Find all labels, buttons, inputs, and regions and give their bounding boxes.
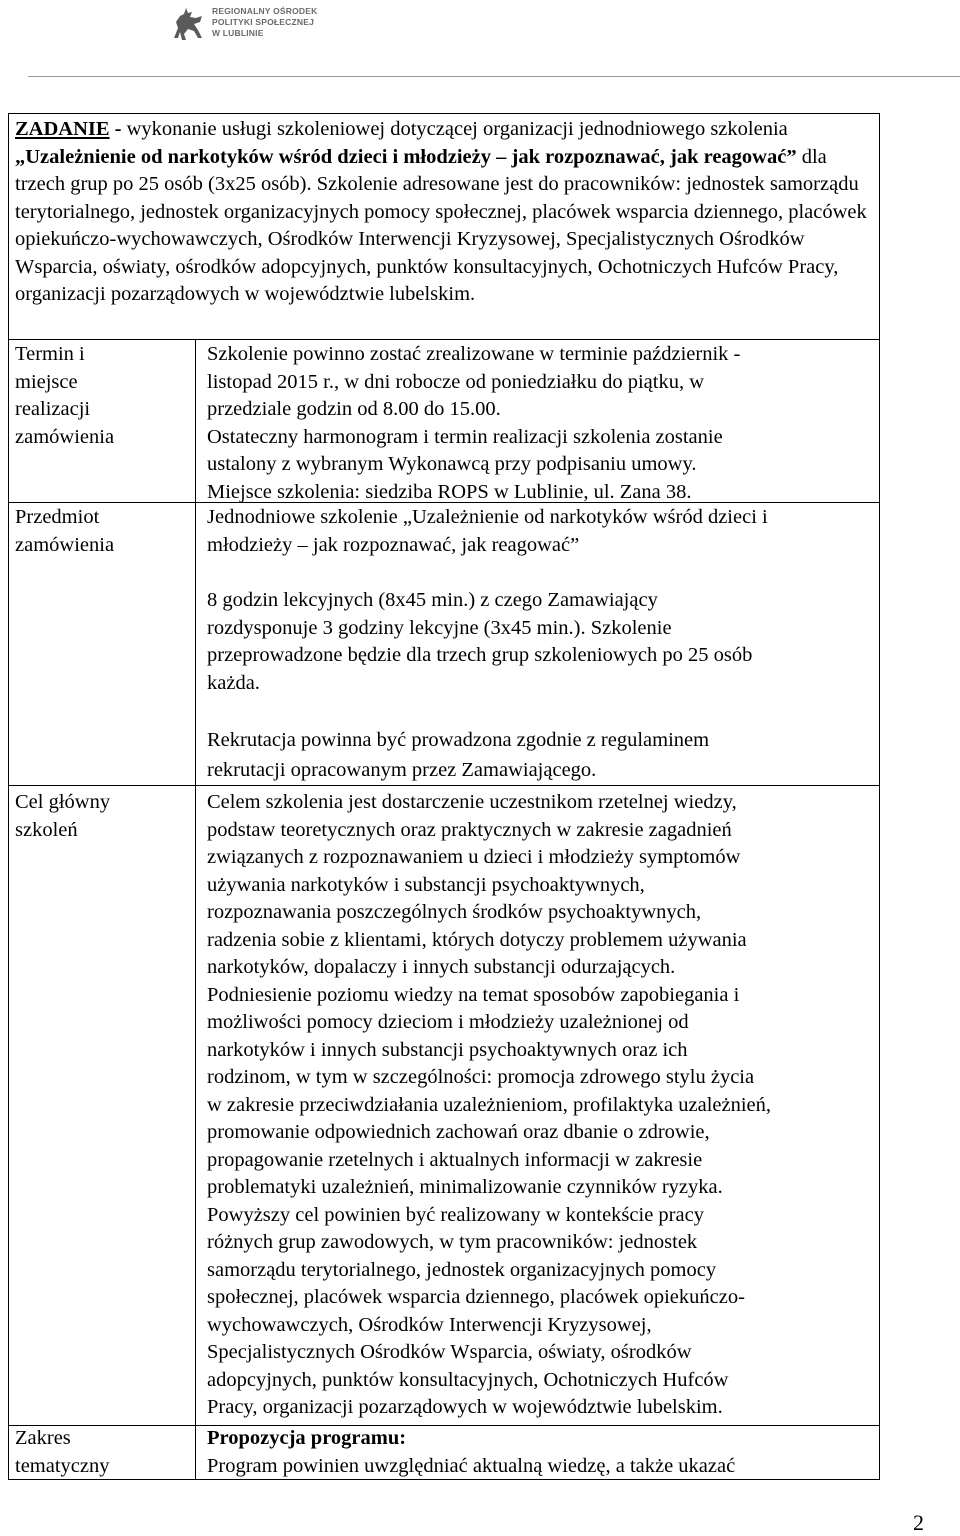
cel-line: rozpoznawania poszczególnych środków psychoaktywnych,	[207, 901, 702, 923]
cel-line: adopcyjnych, punktów konsultacyjnych, Ochotniczych Hufców	[207, 1368, 729, 1391]
cel-line: w zakresie przeciwdziałania uzależnieniom, profilaktyka uzależnień,	[207, 1093, 772, 1116]
cel-line: podstaw teoretycznych oraz praktycznych w zakresie zagadnień	[207, 818, 732, 841]
cel-line: Pracy, organizacji pozarządowych w województwie lubelskim.	[207, 1396, 723, 1418]
program-text: Program powinien uwzględniać aktualną wiedzę, a także ukazać	[207, 1454, 736, 1477]
cel-line: promowanie odpowiednich zachowań oraz dbanie o zdrowie,	[207, 1121, 710, 1143]
cel-line: używania narkotyków i substancji psychoaktywnych,	[207, 873, 645, 896]
cel-line: Powyższy cel powinien być realizowany w kontekście pracy	[207, 1203, 704, 1226]
cel-label: Cel główny szkoleń	[15, 791, 111, 841]
rops-logo-icon	[166, 4, 210, 48]
cel-line: radzenia sobie z klientami, których dotyczy problemem używania	[207, 928, 747, 951]
row-divider	[8, 785, 880, 786]
row-divider	[8, 339, 880, 340]
przedmiot-recruitment: Rekrutacja powinna być prowadzona zgodnie z regulaminem rekrutacji opracowanym przez Zamawiającego.	[207, 729, 710, 781]
cel-line: Podniesienie poziomu wiedzy na temat sposobów zapobiegania i	[207, 983, 740, 1006]
cel-text	[207, 789, 875, 1422]
task-description: ZADANIE - wykonanie usługi szkoleniowej dotyczącej organizacji jednodniowego szkolenia „Uzależnienie od narkotyków wśród dzieci i młodzieży – jak rozpoznawać, jak reagować” dla trzech grup po 25 osób (3x25 osób). Szkolenie adresowane jest do pracowników: jednostek samorządu terytorialnego, jednostek organizacyjnych pomocy społecznej, placówek wsparcia dziennego, placówek opiekuńczo-wychowawczych, Ośrodków Interwencji Kryzysowej, Specjalistycznych Ośrodków Wsparcia, oświaty, ośrodków adopcyjnych, punktów konsultacyjnych, Ochotniczych Hufców Pracy, organizacji pozarządowych w województwie lubelskim.	[15, 118, 867, 305]
cel-line: społecznej, placówek wsparcia dziennego, placówek opiekuńczo-	[207, 1286, 745, 1308]
column-divider	[195, 339, 196, 1479]
page-number: 2	[913, 1510, 924, 1535]
cel-line: narkotyków, dopalaczy i innych substancji odurzających.	[207, 956, 676, 978]
task-details: dla trzech grup po 25 osób (3x25 osób). Szkolenie adresowane jest do pracowników: jednostek samorządu terytorialnego, jednostek organizacyjnych pomocy społecznej, placówek wsparcia dziennego, placówek opiekuńczo-wychowawczych, Ośrodków Interwencji Kryzysowej, Specjalistycznych Ośrodków Wsparcia, oświaty, ośrodków adopcyjnych, punktów konsultacyjnych, Ochotniczych Hufców Pracy, organizacji pozarządowych w województwie lubelskim.	[15, 145, 867, 305]
zakres-label: Zakres tematyczny	[15, 1427, 110, 1477]
cel-line: narkotyków i innych substancji psychoaktywnych oraz ich	[207, 1038, 688, 1061]
header-rule	[28, 76, 960, 77]
przedmiot-hours: 8 godzin lekcyjnych (8x45 min.) z czego Zamawiający rozdysponuje 3 godziny lekcyjne (3x45 min.). Szkolenie przeprowadzone będzie dla trzech grup szkoleniowych po 25 osób każda.	[207, 589, 753, 694]
cel-line: propagowanie rzetelnych i aktualnych informacji w zakresie	[207, 1148, 703, 1171]
logo-line: POLITYKI SPOŁECZNEJ	[212, 17, 315, 27]
page-header	[0, 0, 960, 80]
logo-line: REGIONALNY OŚRODEK	[212, 6, 318, 16]
logo-text	[212, 6, 317, 39]
program-heading: Propozycja programu:	[207, 1427, 407, 1449]
training-title: „Uzależnienie od narkotyków wśród dzieci i młodzieży – jak rozpoznawać, jak reagować”	[15, 145, 797, 168]
termin-text: Szkolenie powinno zostać zrealizowane w terminie październik - listopad 2015 r., w dni robocze od poniedziałku do piątku, w przedziale godzin od 8.00 do 15.00. Ostateczny harmonogram i termin realizacji szkolenia zostanie ustalony z wybranym Wykonawcą przy podpisaniu umowy. Miejsce szkolenia: siedziba ROPS w Lublinie, ul. Zana 38.	[207, 343, 741, 503]
termin-label: Termin i miejsce realizacji zamówienia	[15, 343, 115, 448]
cel-line: możliwości pomocy dzieciom i młodzieży uzależnionej od	[207, 1011, 689, 1033]
cel-line: Specjalistycznych Ośrodków Wsparcia, oświaty, ośrodków	[207, 1341, 692, 1363]
cel-line: samorządu terytorialnego, jednostek organizacyjnych pomocy	[207, 1258, 717, 1281]
przedmiot-label: Przedmiot zamówienia	[15, 506, 115, 556]
przedmiot-text: Jednodniowe szkolenie „Uzależnienie od narkotyków wśród dzieci i młodzieży – jak rozpoznawać, jak reagować”	[207, 506, 768, 556]
task-label: ZADANIE	[15, 118, 110, 140]
cel-line: rodzinom, w tym w szczególności: promocja zdrowego stylu życia	[207, 1066, 755, 1088]
cel-line: różnych grup zawodowych, w tym pracowników: jednostek	[207, 1231, 698, 1253]
task-intro: wykonanie usługi szkoleniowej dotyczącej organizacji jednodniowego szkolenia	[126, 118, 788, 140]
zakres-text	[207, 1425, 875, 1480]
cel-line: związanych z rozpoznawaniem u dzieci i młodzieży symptomów	[207, 846, 741, 868]
logo-line: W LUBLINIE	[212, 28, 264, 38]
cel-line: problematyki uzależnień, minimalizowanie czynników ryzyka.	[207, 1176, 723, 1198]
cel-line: Celem szkolenia jest dostarczenie uczestnikom rzetelnej wiedzy,	[207, 791, 737, 813]
cel-line: wychowawczych, Ośrodków Interwencji Kryzysowej,	[207, 1313, 652, 1336]
